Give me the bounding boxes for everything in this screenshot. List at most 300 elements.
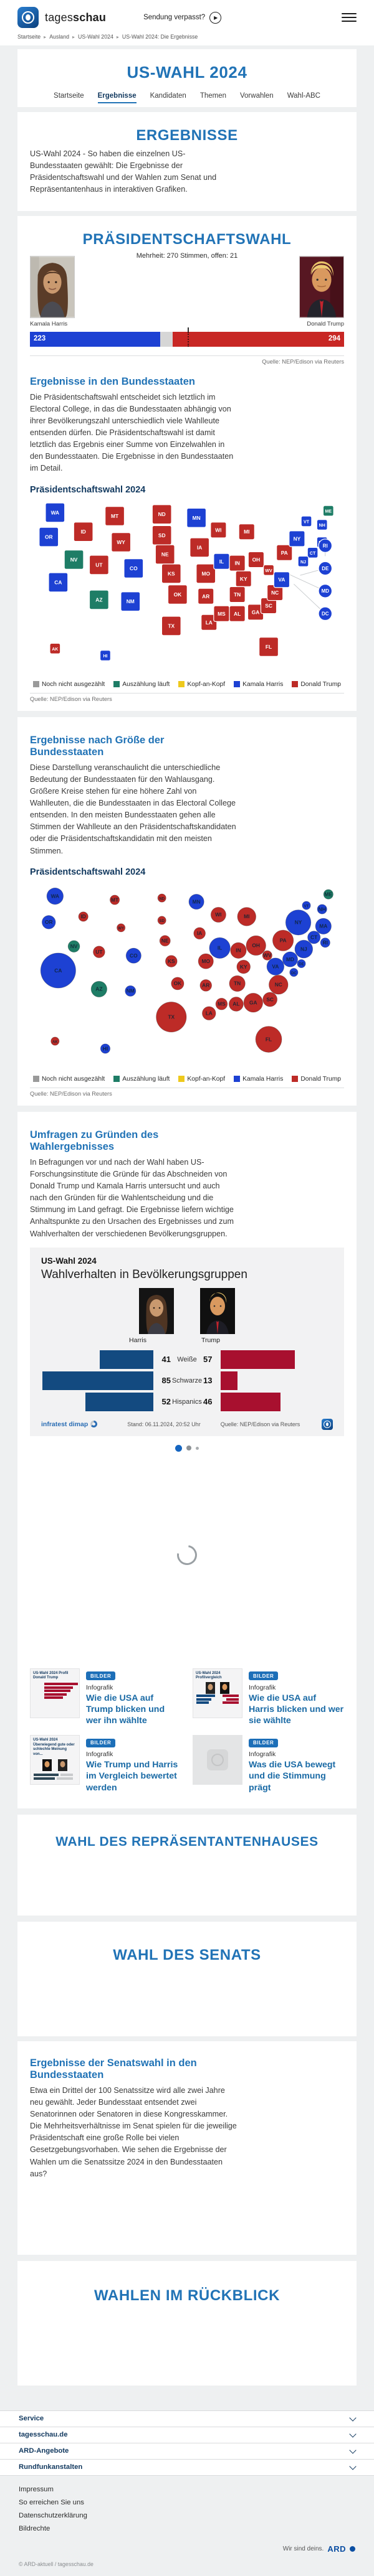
svg-text:VT: VT [304, 904, 309, 908]
state-bubble-PA[interactable] [272, 930, 293, 951]
legend-swatch [113, 1076, 120, 1082]
sendung-verpasst-link[interactable] [143, 12, 221, 24]
tab-kandidaten[interactable]: Kandidaten [150, 92, 186, 100]
legend-label: Kopf-an-Kopf [187, 1075, 226, 1083]
svg-text:HI: HI [102, 1045, 108, 1051]
polls-card [17, 1112, 357, 1808]
state-bubble-CA[interactable] [41, 953, 75, 988]
state-MT[interactable] [105, 506, 125, 525]
results-heading: ERGEBNISSE [136, 127, 238, 144]
state-bubble-LA[interactable] [202, 1007, 216, 1020]
state-bubble-AR[interactable] [200, 979, 212, 991]
legend-swatch [33, 681, 39, 687]
footer-accordion [0, 2410, 374, 2476]
carousel-dot[interactable] [186, 1445, 191, 1450]
svg-text:WY: WY [117, 538, 125, 545]
state-bubble-VA[interactable] [267, 958, 284, 975]
source-note: Quelle: NEP/Edison via Reuters [262, 358, 344, 365]
teaser-title[interactable]: Wie die USA auf Harris blicken und wer sie wählte [249, 1693, 344, 1726]
state-NV[interactable] [64, 550, 84, 569]
hub-tabs [30, 92, 344, 103]
state-bubble-NH[interactable] [317, 904, 327, 913]
footer-section-label: tagesschau.de [19, 2431, 68, 2439]
state-bubble-WV[interactable] [262, 951, 272, 960]
legend-swatch [113, 681, 120, 687]
polls-heading: Umfragen zu Gründen des Wahlergebnisses [30, 1129, 159, 1152]
state-bubble-MD[interactable] [282, 952, 297, 967]
state-MI[interactable] [239, 524, 254, 539]
senate-results-text: Etwa ein Drittel der 100 Senatssitze wird alle zwei Jahre neu gewählt. Jeder Bundesstaat entsendet zwei Senatorinnen oder Senatoren in diese Kongresskammer. Die Mehrheitsverhältnisse im Senat spielen für die jeweilige Präsidentschaft eine große Rolle bei vielen Gesetzgebungsvorhaben. Wie sehen die Ergebnisse der Wahlen um die Senatssitze 2024 in den Bundesstaaten aus? [30, 2085, 237, 2178]
legend-label: Noch nicht ausgezählt [41, 1075, 105, 1083]
state-VA[interactable] [274, 571, 289, 587]
svg-text:OK: OK [173, 591, 182, 598]
state-bubble-GA[interactable] [244, 993, 263, 1012]
state-bubble-MN[interactable] [189, 894, 204, 909]
state-bubble-IA[interactable] [194, 928, 206, 939]
state-bubble-FL[interactable] [256, 1026, 282, 1052]
svg-text:IA: IA [196, 543, 203, 550]
state-size-card [17, 717, 357, 1106]
tab-startseite[interactable]: Startseite [54, 92, 84, 100]
mini-photo [206, 1682, 215, 1694]
state-callout-DC[interactable] [319, 607, 332, 620]
state-NM[interactable] [121, 591, 140, 611]
ard-wordmark[interactable]: ARD [327, 2544, 346, 2554]
state-bubble-ME[interactable] [324, 890, 333, 899]
svg-text:LA: LA [205, 1010, 213, 1017]
state-bubble-DC[interactable] [290, 968, 298, 976]
infratest-dimap-logo: infratest dimap [41, 1421, 97, 1428]
copyright: © ARD-aktuell / tagesschau.de [19, 2560, 94, 2567]
svg-text:WV: WV [265, 568, 272, 573]
teaser-thumbnail: US-Wahl 2024 Profilvergleich [193, 1668, 242, 1718]
svg-text:KY: KY [239, 575, 247, 582]
state-bubble-WI[interactable] [211, 907, 226, 922]
svg-text:PA: PA [280, 549, 288, 556]
tab-ergebnisse[interactable]: Ergebnisse [98, 92, 137, 103]
breadcrumb-separator: ▸ [116, 34, 119, 40]
state-bubble-TX[interactable] [156, 1002, 186, 1032]
mini-photo [58, 1759, 67, 1771]
majority-line [188, 332, 189, 347]
state-bubble-MT[interactable] [110, 895, 119, 905]
footer-link-impressum[interactable]: Impressum [19, 2485, 54, 2493]
svg-text:MN: MN [192, 514, 201, 521]
svg-text:AZ: AZ [95, 596, 103, 603]
state-ME[interactable] [323, 505, 333, 516]
state-bubble-MA[interactable] [315, 918, 331, 934]
us-states-map [30, 499, 344, 673]
svg-text:OH: OH [252, 942, 260, 949]
state-AR[interactable] [198, 588, 214, 604]
carousel-dot-active[interactable] [175, 1445, 182, 1452]
infographic-source: Quelle: NEP/Edison via Reuters [220, 1421, 300, 1427]
state-bubble-DE[interactable] [297, 959, 305, 967]
svg-text:ND: ND [159, 897, 165, 901]
svg-text:DE: DE [322, 565, 329, 571]
legend-label: Kamala Harris [242, 1075, 284, 1083]
tab-vorwahlen[interactable]: Vorwahlen [240, 92, 274, 100]
svg-text:CO: CO [130, 565, 138, 571]
state-FL[interactable] [259, 637, 279, 656]
state-bubble-OK[interactable] [171, 977, 184, 989]
svg-text:MI: MI [244, 528, 250, 535]
footer-link-bildrechte[interactable]: Bildrechte [19, 2524, 50, 2532]
state-WV[interactable] [264, 565, 274, 575]
svg-text:IA: IA [196, 929, 203, 936]
svg-text:NJ: NJ [300, 946, 307, 952]
state-TX[interactable] [161, 616, 181, 636]
svg-text:SC: SC [266, 995, 274, 1002]
category-label: Weiße [177, 1355, 197, 1363]
svg-text:CT: CT [309, 551, 316, 556]
state-NJ[interactable] [298, 556, 309, 566]
state-bubble-IL[interactable] [209, 938, 230, 958]
mini-photo [42, 1759, 52, 1771]
teaser-4[interactable] [193, 1735, 344, 1793]
state-bubble-NM[interactable] [125, 985, 136, 996]
state-bubble-CT[interactable] [308, 931, 320, 943]
demographics-infographic [30, 1248, 344, 1436]
intro-card [17, 112, 357, 211]
state-bubble-SC[interactable] [263, 992, 277, 1007]
trump-bar [221, 1393, 280, 1411]
svg-text:NC: NC [274, 981, 282, 988]
trump-photo [299, 256, 344, 318]
svg-text:OK: OK [173, 980, 182, 987]
svg-text:KS: KS [167, 570, 175, 576]
state-NE[interactable] [155, 545, 175, 564]
state-bubble-IN[interactable] [231, 942, 246, 958]
svg-text:VA: VA [278, 576, 285, 583]
trump-column-label: Trump [201, 1336, 220, 1344]
breadcrumb-separator: ▸ [72, 34, 75, 40]
state-bubble-UT[interactable] [94, 946, 105, 957]
mini-photo [220, 1682, 229, 1694]
state-bubble-MS[interactable] [216, 998, 228, 1010]
intro-text: US-Wahl 2024 - So haben die einzelnen US-Bundesstaaten gewählt: Die Ergebnisse der Präsidentschaftswahl und der Wahlen zum Senat und Repräsentantenhaus in interaktiven Grafiken. [30, 149, 217, 194]
svg-text:GA: GA [251, 608, 260, 615]
state-CA[interactable] [49, 573, 68, 592]
teaser-2[interactable] [193, 1668, 344, 1727]
state-PA[interactable] [277, 545, 292, 560]
svg-text:ID: ID [80, 913, 86, 919]
tagesschau-placeholder-logo [207, 1749, 228, 1770]
svg-text:FL: FL [265, 643, 272, 650]
review-heading: WAHLEN IM RÜCKBLICK [94, 2287, 280, 2304]
state-CT[interactable] [307, 547, 318, 558]
size-text: Diese Darstellung veranschaulicht die unterschiedliche Bedeutung der Bundesstaaten für den Wahlausgang. Größere Kreise stehen für eine höhere Zahl von Wahlleuten, die die Bundesstaaten in das Electoral College entsenden. In den meisten Bundesstaaten gehen alle Stimmen der Wahlleute an den Präsidentschaftskandidaten oder die Präsidentschaftskandidatin mit den meisten Stimmen. [30, 763, 236, 855]
svg-text:HI: HI [103, 654, 108, 659]
legend-label: Donald Trump [300, 680, 342, 688]
state-bubble-RI[interactable] [320, 938, 330, 947]
harris-votes: 223 [34, 334, 46, 342]
svg-text:OR: OR [44, 534, 53, 540]
play-icon[interactable]: ▶ [209, 12, 221, 24]
state-bubble-AK[interactable] [51, 1037, 59, 1045]
state-bubble-NV[interactable] [68, 940, 80, 952]
state-NH[interactable] [317, 519, 327, 530]
chevron-down-icon [349, 2463, 356, 2470]
footer-section-ardangebote[interactable] [0, 2443, 374, 2459]
state-bubble-NY[interactable] [285, 910, 310, 934]
state-bubble-WA[interactable] [47, 888, 64, 905]
state-AK[interactable] [50, 643, 60, 654]
svg-text:TX: TX [168, 622, 175, 629]
teaser-grid [30, 1668, 344, 1793]
footer-section-tagesschaude[interactable] [0, 2427, 374, 2443]
carousel-dots [30, 1445, 344, 1452]
state-bubble-NE[interactable] [160, 935, 170, 946]
svg-text:LA: LA [205, 619, 213, 626]
state-OH[interactable] [248, 552, 264, 567]
svg-text:VA: VA [272, 963, 279, 970]
legend-swatch [33, 1076, 39, 1082]
state-OR[interactable] [39, 527, 59, 547]
majority-note: Mehrheit: 270 Stimmen, offen: 21 [136, 251, 238, 260]
ard-slogan [19, 2544, 355, 2554]
state-bubble-ID[interactable] [79, 911, 88, 921]
svg-text:CA: CA [54, 967, 62, 974]
harris-bar [42, 1371, 153, 1390]
state-HI[interactable] [100, 650, 111, 660]
legend-swatch [178, 1076, 185, 1082]
state-bubble-MO[interactable] [198, 954, 213, 969]
bilder-badge: BILDER [86, 1671, 115, 1680]
state-VT[interactable] [301, 516, 312, 527]
harris-bar [100, 1350, 153, 1369]
svg-text:IL: IL [217, 944, 223, 951]
state-bubble-AL[interactable] [229, 997, 243, 1011]
svg-text:MN: MN [192, 898, 201, 905]
map-chart-label: Präsidentschaftswahl 2024 [30, 484, 146, 495]
state-bubble-NC[interactable] [269, 975, 288, 994]
state-bubble-HI[interactable] [100, 1043, 110, 1053]
svg-text:ND: ND [158, 510, 166, 517]
state-NY[interactable] [289, 530, 305, 546]
svg-text:ME: ME [325, 509, 332, 514]
legend-swatch [292, 1076, 298, 1082]
teaser-thumbnail [193, 1735, 242, 1785]
state-bubble-SD[interactable] [158, 916, 166, 924]
state-bubble-KY[interactable] [237, 960, 251, 974]
state-bubble-KS[interactable] [165, 955, 177, 967]
footer-section-label: Rundfunkanstalten [19, 2463, 83, 2471]
state-bubble-VT[interactable] [302, 901, 310, 910]
legend-swatch [178, 681, 185, 687]
svg-text:MD: MD [285, 956, 294, 962]
trump-thumb-photo [200, 1288, 235, 1334]
teaser-3[interactable] [30, 1735, 181, 1793]
svg-text:PA: PA [279, 937, 287, 944]
footer-section-label: Service [19, 2415, 44, 2423]
footer-section-service[interactable] [0, 2410, 374, 2427]
president-card [17, 216, 357, 711]
tagesschau-logo-icon[interactable] [17, 7, 39, 28]
state-SD[interactable] [152, 525, 171, 545]
review-card [17, 2261, 357, 2386]
svg-text:IN: IN [236, 947, 241, 954]
svg-text:OH: OH [252, 556, 261, 563]
breadcrumb-item[interactable]: Ausland [49, 34, 69, 40]
state-MN[interactable] [187, 508, 206, 527]
legend-label: Donald Trump [300, 1075, 342, 1083]
state-bubble-TN[interactable] [229, 975, 245, 991]
trump-bar [221, 1371, 237, 1390]
state-UT[interactable] [89, 555, 108, 575]
state-WA[interactable] [46, 503, 65, 522]
breadcrumb-item[interactable]: US-Wahl 2024 [78, 34, 113, 40]
infographic-kicker: US-Wahl 2024 [41, 1256, 97, 1266]
legend-label: Kopf-an-Kopf [187, 680, 226, 688]
open-bar-segment [160, 332, 173, 347]
bilder-badge: BILDER [249, 1739, 278, 1747]
stand-timestamp: Stand: 06.11.2024, 20:52 Uhr [127, 1421, 201, 1427]
state-AL[interactable] [229, 606, 245, 621]
svg-text:AK: AK [52, 1040, 58, 1044]
state-bubble-OR[interactable] [42, 915, 55, 929]
footer-section-rundfunkanstalten[interactable] [0, 2459, 374, 2476]
state-callout-DE[interactable] [319, 562, 332, 575]
svg-text:MT: MT [111, 896, 119, 903]
harris-bar-segment [30, 332, 160, 347]
state-bubble-AZ[interactable] [91, 981, 107, 997]
svg-text:NH: NH [318, 905, 326, 912]
teaser-title[interactable]: Wie Trump und Harris im Vergleich bewertet werden [86, 1760, 178, 1793]
legend-item [292, 681, 341, 688]
svg-text:NE: NE [161, 551, 169, 558]
harris-bar [85, 1393, 153, 1411]
states-text: Die Präsidentschaftswahl entscheidet sich letztlich im Electoral College, in das die Bundesstaaten abhängig von ihrer Bevölkerungszahl unterschiedlich viele Wahlleute entsenden dürfen. Die Präsidentschaftswahl ist damit letztlich das Ergebnis einer Summe von Einzelwahlen in den Bundesstaaten. Die Ergebnisse in den Bundesstaaten im Detail. [30, 392, 234, 473]
svg-text:UT: UT [95, 948, 103, 955]
state-MO[interactable] [196, 564, 216, 583]
footer-link-soerreichensieuns[interactable]: So erreichen Sie uns [19, 2498, 84, 2506]
legend-swatch [234, 1076, 240, 1082]
svg-text:AR: AR [202, 982, 210, 989]
harris-photo [30, 256, 75, 318]
site-header [0, 0, 374, 45]
state-bubble-NJ[interactable] [295, 940, 313, 958]
bubble-chart-label: Präsidentschaftswahl 2024 [30, 867, 146, 877]
slogan-text: Wir sind deins. [282, 2545, 324, 2552]
svg-text:RI: RI [322, 542, 328, 548]
svg-text:DC: DC [322, 611, 329, 617]
state-bubble-CO[interactable] [126, 948, 141, 963]
carousel-dot[interactable] [196, 1447, 199, 1450]
state-OK[interactable] [168, 585, 187, 604]
legend-item [234, 681, 283, 688]
legend-item [234, 1076, 283, 1083]
state-bubble-ND[interactable] [158, 894, 166, 902]
legend-swatch [234, 681, 240, 687]
svg-text:AK: AK [52, 647, 59, 652]
svg-text:MS: MS [218, 610, 226, 617]
svg-text:ME: ME [324, 891, 333, 898]
teaser-kicker: Infografik [86, 1683, 113, 1691]
state-bubble-WY[interactable] [117, 923, 125, 931]
state-MS[interactable] [214, 606, 229, 621]
state-TN[interactable] [229, 586, 245, 602]
svg-text:SD: SD [159, 919, 165, 923]
svg-text:CT: CT [310, 934, 318, 941]
svg-text:NM: NM [126, 598, 135, 604]
svg-text:AL: AL [234, 610, 241, 617]
svg-text:TX: TX [168, 1013, 175, 1020]
breadcrumb-item[interactable]: Startseite [17, 34, 41, 40]
state-IL[interactable] [214, 553, 229, 569]
size-heading: Ergebnisse nach Größe der Bundesstaaten [30, 734, 165, 758]
state-CO[interactable] [124, 558, 143, 578]
state-IA[interactable] [190, 538, 209, 557]
trump-value: 13 [203, 1376, 213, 1386]
loading-spinner [173, 1541, 201, 1569]
legend-label: Auszählung läuft [122, 680, 170, 688]
sendung-verpasst-label: Sendung verpasst? [143, 14, 206, 21]
bubble-source-note: Quelle: NEP/Edison via Reuters [30, 1090, 112, 1097]
state-KS[interactable] [161, 564, 181, 583]
state-ND[interactable] [152, 504, 171, 524]
svg-text:CA: CA [54, 578, 62, 585]
trump-bar [221, 1350, 295, 1369]
category-label: Schwarze [171, 1376, 203, 1384]
harris-name: Kamala Harris [30, 320, 68, 327]
teaser-title[interactable]: Was die USA bewegt und die Stimmung prägt [249, 1760, 336, 1793]
tab-wahlabc[interactable]: Wahl-ABC [287, 92, 320, 100]
state-callout-MD[interactable] [319, 584, 332, 597]
state-IN[interactable] [229, 555, 245, 571]
legend-swatch [292, 681, 298, 687]
tagesschau-wordmark[interactable]: tagesschau [45, 11, 107, 24]
breadcrumb-item[interactable]: US-Wahl 2024: Die Ergebnisse [122, 34, 198, 40]
teaser-1[interactable] [30, 1668, 181, 1727]
legend-item [292, 1076, 341, 1083]
state-bubble-MI[interactable] [237, 907, 256, 926]
tab-themen[interactable]: Themen [199, 92, 226, 100]
president-heading: PRÄSIDENTSCHAFTSWAHL [82, 230, 292, 248]
state-WY[interactable] [112, 532, 131, 552]
svg-text:ID: ID [80, 528, 86, 535]
footer-link-datenschutzerklrung[interactable]: Datenschutzerklärung [19, 2511, 87, 2519]
category-label: Hispanics [172, 1398, 202, 1406]
teaser-kicker: Infografik [249, 1751, 276, 1759]
trump-votes: 294 [328, 334, 340, 342]
svg-text:GA: GA [249, 999, 257, 1006]
svg-text:NY: NY [294, 919, 302, 926]
demographics-rows [41, 1350, 333, 1411]
svg-text:RI: RI [322, 939, 328, 946]
state-ID[interactable] [74, 522, 93, 541]
state-WI[interactable] [211, 522, 226, 537]
teaser-kicker: Infografik [249, 1683, 276, 1691]
svg-text:AL: AL [233, 1000, 240, 1007]
teaser-thumbnail: US-Wahl 2024 Überwiegend gute oder schlechte Meinung von... [30, 1735, 80, 1785]
svg-text:KS: KS [167, 957, 175, 964]
state-callout-RI[interactable] [319, 538, 332, 552]
menu-icon[interactable] [342, 13, 357, 22]
chevron-down-icon [349, 2430, 356, 2437]
ard-dot-icon [350, 2546, 355, 2552]
legend-label: Auszählung läuft [122, 1075, 170, 1083]
demo-row-schwarze [41, 1371, 333, 1390]
state-KY[interactable] [236, 571, 251, 586]
state-AZ[interactable] [89, 590, 108, 609]
teaser-title[interactable]: Wie die USA auf Trump blicken und wer ihn wählte [86, 1693, 165, 1726]
harris-value: 52 [161, 1397, 171, 1407]
legend-item [113, 1076, 170, 1083]
svg-text:SD: SD [158, 532, 166, 538]
svg-text:NJ: NJ [300, 560, 306, 565]
trump-value: 57 [203, 1355, 213, 1365]
